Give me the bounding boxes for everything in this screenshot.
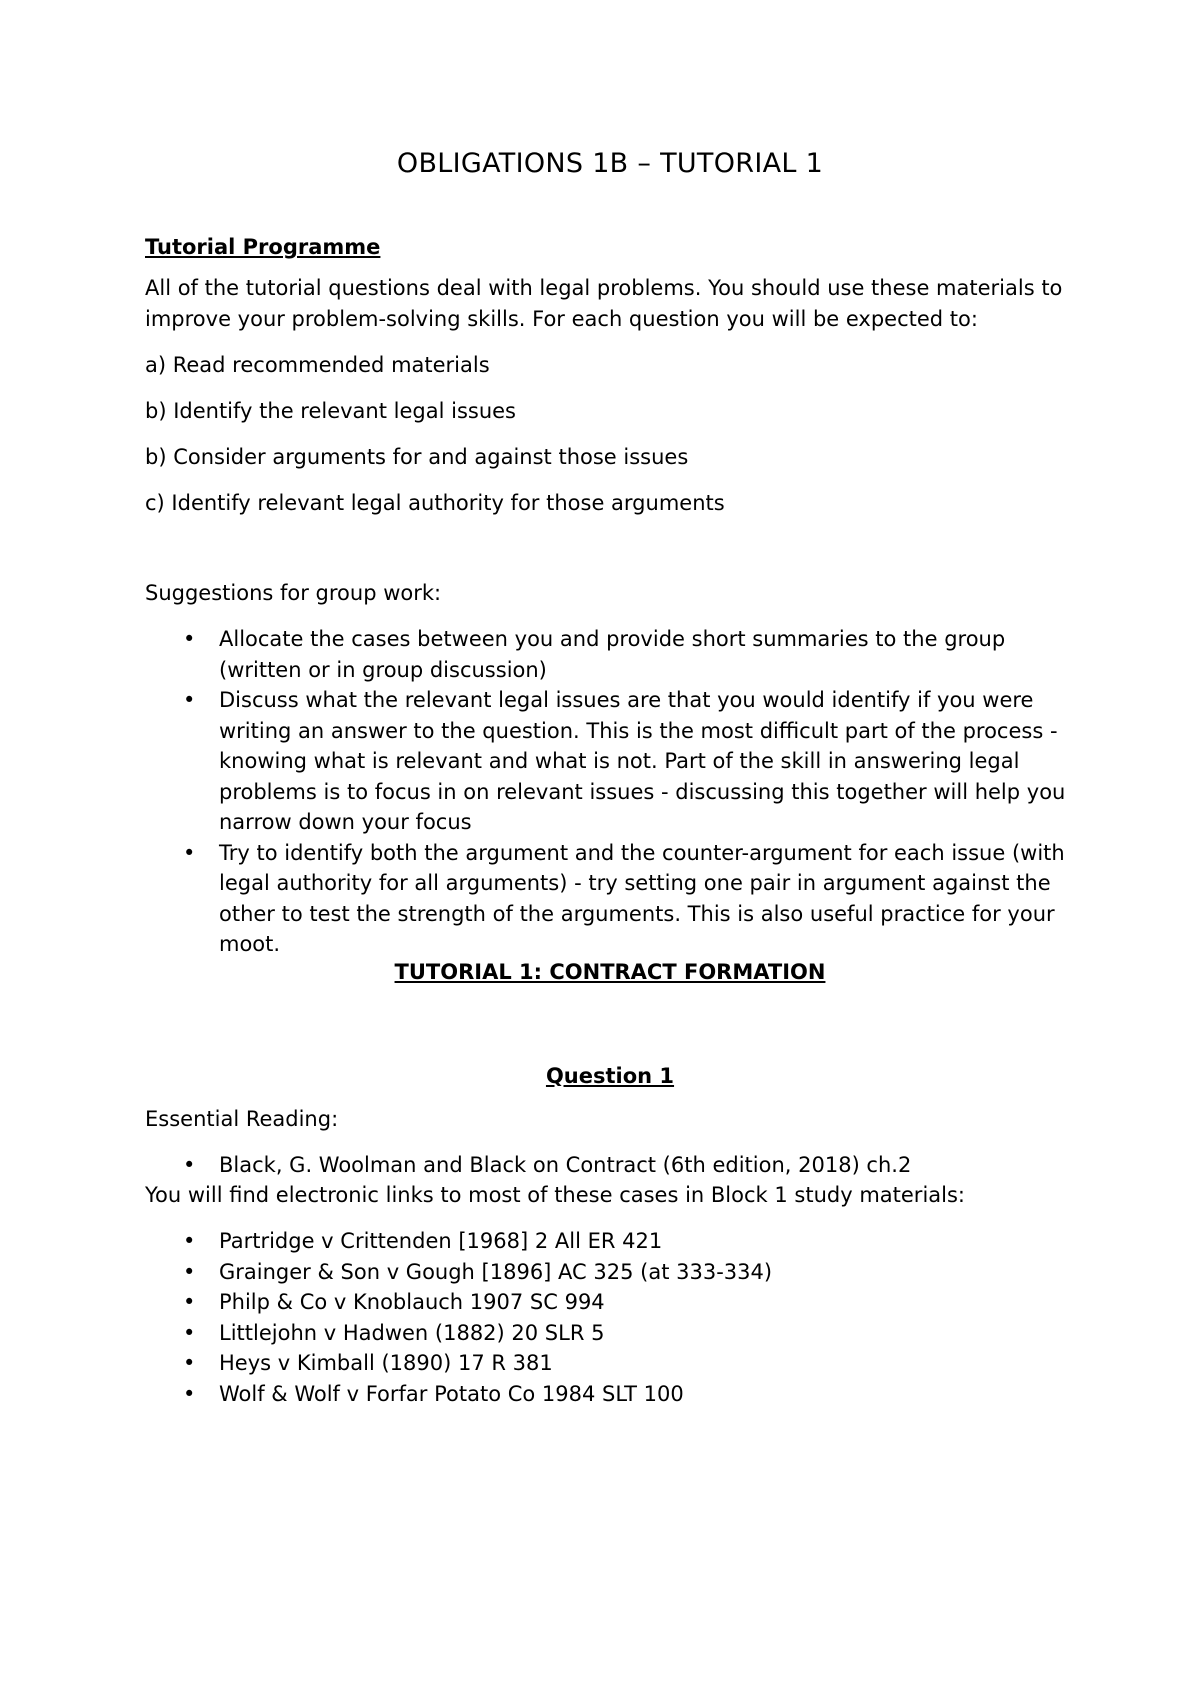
list-item xyxy=(145,685,1075,838)
bullet-icon: • xyxy=(183,627,196,651)
list-item xyxy=(145,1150,1075,1181)
cases-list xyxy=(145,1226,1075,1409)
task-item: c) Identify relevant legal authority for those arguments xyxy=(145,491,725,515)
task-item: b) Consider arguments for and against those issues xyxy=(145,445,689,469)
list-item xyxy=(145,624,1075,685)
bullet-icon: • xyxy=(183,1152,196,1177)
list-item-text: Black, G. Woolman and Black on Contract (6th edition, 2018) ch.2 xyxy=(219,1152,912,1177)
essential-reading-list xyxy=(145,1150,1075,1181)
list-item xyxy=(145,838,1075,960)
spacer xyxy=(145,534,1075,578)
list-item-text: Discuss what the relevant legal issues are that you would identify if you were writing an answer to the question. This is the most difficult part of the process - knowing what is relevant and what is not. Part of the skill in answering legal problems is to focus in on relevant issues - discussing this together will help you narrow down your focus xyxy=(219,688,1066,834)
group-work-intro: Suggestions for group work: xyxy=(145,581,442,605)
list-item xyxy=(145,1318,1075,1349)
bullet-icon: • xyxy=(183,1320,196,1345)
list-item-text: Allocate the cases between you and provide short summaries to the group (written or in group discussion) xyxy=(219,627,1006,682)
case-citation: Partridge v Crittenden [1968] 2 All ER 421 xyxy=(219,1229,663,1253)
task-item: a) Read recommended materials xyxy=(145,353,490,377)
question-heading: Question 1 xyxy=(545,1063,675,1088)
case-citation: Philp & Co v Knoblauch 1907 SC 994 xyxy=(219,1290,605,1314)
bullet-icon: • xyxy=(183,688,196,712)
list-item xyxy=(145,1287,1075,1318)
case-citation: Littlejohn v Hadwen (1882) 20 SLR 5 xyxy=(219,1320,605,1345)
essential-reading-label: Essential Reading: xyxy=(145,1106,339,1131)
list-item xyxy=(145,1257,1075,1288)
list-item xyxy=(145,1348,1075,1379)
bullet-icon: • xyxy=(183,1229,196,1253)
case-citation: Wolf & Wolf v Forfar Potato Co 1984 SLT 100 xyxy=(219,1381,684,1406)
bullet-icon: • xyxy=(183,1381,196,1406)
task-item: b) Identify the relevant legal issues xyxy=(145,399,516,423)
list-item-text: Try to identify both the argument and the counter-argument for each issue (with legal authority for all arguments) - try setting one pair in argument against the other to test the strength of the arguments. This is also useful practice for your moot. xyxy=(219,840,1065,956)
links-intro: You will find electronic links to most of these cases in Block 1 study materials: xyxy=(145,1183,965,1207)
bullet-icon: • xyxy=(183,840,196,865)
group-work-list xyxy=(145,624,1075,960)
tutorial-heading: TUTORIAL 1: CONTRACT FORMATION xyxy=(394,959,826,984)
bullet-icon: • xyxy=(183,1290,196,1314)
bullet-icon: • xyxy=(183,1351,196,1375)
list-item xyxy=(145,1226,1075,1257)
case-citation: Heys v Kimball (1890) 17 R 381 xyxy=(219,1351,553,1375)
programme-intro: All of the tutorial questions deal with legal problems. You should use these materials to improve your problem-solving skills. For each question you will be expected to: xyxy=(145,276,1063,331)
case-citation: Grainger & Son v Gough [1896] AC 325 (at 333-334) xyxy=(219,1259,773,1284)
list-item xyxy=(145,1379,1075,1410)
bullet-icon: • xyxy=(183,1259,196,1284)
document-content xyxy=(145,148,1075,1409)
tutorial-programme-heading: Tutorial Programme xyxy=(145,235,381,259)
document-title: OBLIGATIONS 1B – TUTORIAL 1 xyxy=(396,148,824,179)
